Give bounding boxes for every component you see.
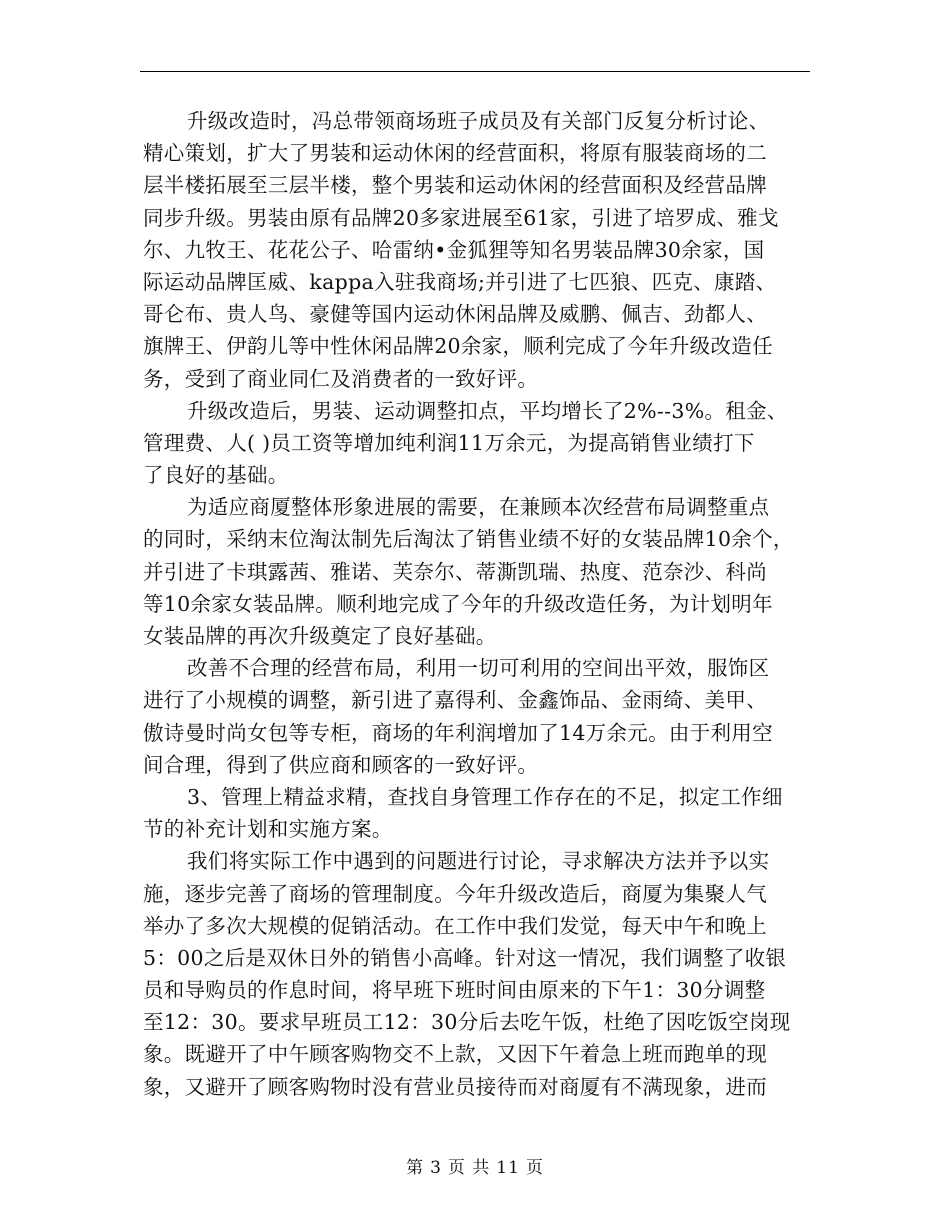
- text-line: 精心策划，扩大了男装和运动休闲的经营面积，将原有服装商场的二: [143, 141, 767, 166]
- footer-suffix: 页: [525, 1158, 544, 1178]
- footer-total-pages: 11: [496, 1158, 520, 1178]
- text-line: 间合理，得到了供应商和顾客的一致好评。: [143, 752, 539, 777]
- text-line: 女装品牌的再次升级奠定了良好基础。: [143, 624, 497, 648]
- text-line: 5：00之后是双休日外的销售小高峰。针对这一情况，我们调整了收银: [143, 945, 787, 970]
- text-line: 我们将实际工作中遇到的问题进行讨论，寻求解决方法并予以实: [187, 849, 770, 874]
- text-line: 升级改造后，男装、运动调整扣点，平均增长了2%--3%。租金、: [187, 398, 788, 423]
- text-line: 务，受到了商业同仁及消费者的一致好评。: [143, 366, 539, 391]
- text-line: 改善不合理的经营布局，利用一切可利用的空间出平效，服饰区: [187, 656, 770, 681]
- text-line: 哥仑布、贵人鸟、豪健等国内运动休闲品牌及威鹏、佩吉、劲都人、: [143, 302, 767, 327]
- body-text: [143, 105, 813, 1103]
- text-line: 管理费、人( )员工资等增加纯利润11万余元，为提高销售业绩打下: [143, 430, 755, 455]
- text-line: 举办了多次大规模的促销活动。在工作中我们发觉，每天中午和晚上: [143, 913, 767, 938]
- text-line: 升级改造时，冯总带领商场班子成员及有关部门反复分析讨论、: [187, 109, 770, 133]
- text-line: 的同时，采纳末位淘汰制先后淘汰了销售业绩不好的女装品牌10余个，: [143, 527, 794, 552]
- text-line: 象，又避开了顾客购物时没有营业员接待而对商厦有不满现象，进而: [143, 1074, 767, 1099]
- text-line: 施，逐步完善了商场的管理制度。今年升级改造后，商厦为集聚人气: [143, 881, 767, 906]
- text-line: 节的补充计划和实施方案。: [143, 817, 393, 842]
- header-rule: [140, 71, 810, 72]
- text-line: 至12：30。要求早班员工12：30分后去吃午饭，杜绝了因吃饭空岗现: [143, 1010, 791, 1035]
- text-line: 为适应商厦整体形象进展的需要，在兼顾本次经营布局调整重点: [187, 495, 770, 520]
- text-line: 3、管理上精益求精，查找自身管理工作存在的不足，拟定工作细: [187, 784, 783, 809]
- footer-prefix: 第: [406, 1158, 425, 1178]
- footer-middle: 页 共: [447, 1158, 491, 1178]
- footer-current-page: 3: [430, 1158, 442, 1178]
- text-line: 等10余家女装品牌。顺利地完成了今年的升级改造任务，为计划明年: [143, 591, 773, 616]
- page-footer: [0, 1153, 950, 1178]
- text-line: 层半楼拓展至三层半楼，整个男装和运动休闲的经营面积及经营品牌: [143, 173, 767, 198]
- text-line: 员和导购员的作息时间，将早班下班时间由原来的下午1：30分调整: [143, 978, 766, 1003]
- text-line: 际运动品牌匡威、kappa入驻我商场;并引进了七匹狼、匹克、康踏、: [143, 269, 777, 294]
- text-line: 同步升级。男装由原有品牌20多家进展至61家，引进了培罗成、雅戈: [143, 205, 779, 230]
- text-line: 旗牌王、伊韵儿等中性休闲品牌20余家，顺利完成了今年升级改造任: [143, 334, 773, 359]
- text-line: 傲诗曼时尚女包等专柜，商场的年利润增加了14万余元。由于利用空: [143, 720, 773, 745]
- text-line: 进行了小规模的调整，新引进了嘉得利、金鑫饰品、金雨绮、美甲、: [143, 688, 767, 713]
- text-line: 尔、九牧王、花花公子、哈雷纳•金狐狸等知名男装品牌30余家，国: [143, 237, 765, 262]
- text-line: 了良好的基础。: [143, 463, 289, 488]
- text-line: 象。既避开了中午顾客购物交不上款，又因下午着急上班而跑单的现: [143, 1042, 767, 1067]
- text-line: 并引进了卡琪露茜、雅诺、芙奈尔、蒂澌凯瑞、热度、范奈沙、科尚: [143, 559, 767, 584]
